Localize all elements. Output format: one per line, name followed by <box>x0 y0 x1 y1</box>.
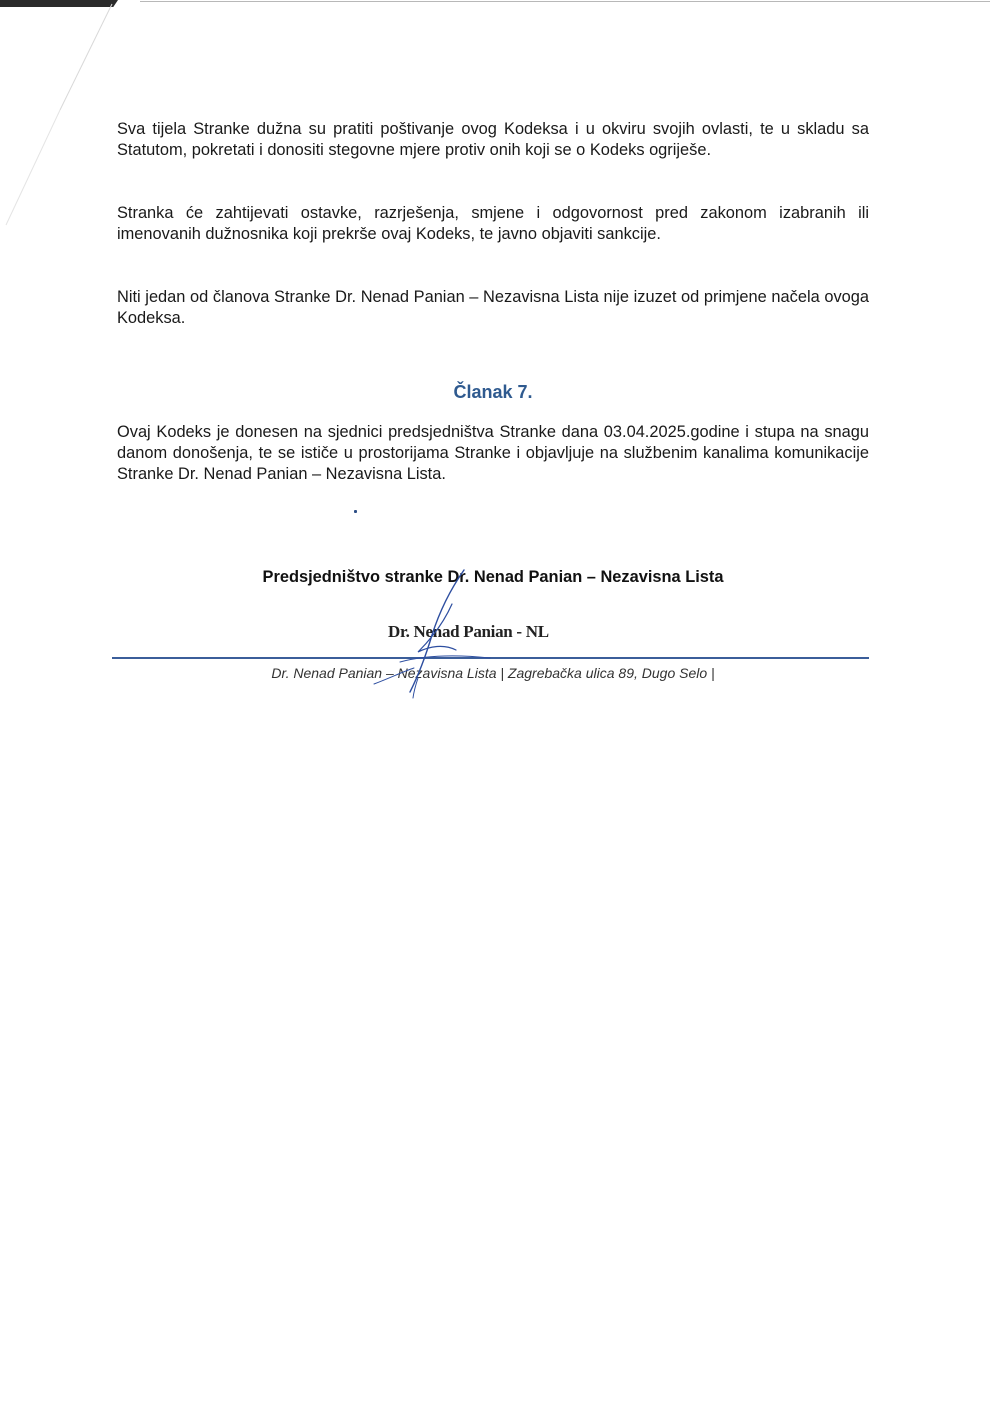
scan-streak <box>0 0 120 230</box>
party-logo-text: Dr. Nenad Panian - NL <box>388 622 549 641</box>
footer-address: Dr. Nenad Panian – Nezavisna Lista | Zagrebačka ulica 89, Dugo Selo | <box>271 665 715 681</box>
presidency-label: Predsjedništvo stranke Dr. Nenad Panian – Nezavisna Lista <box>262 568 724 586</box>
article-7-text: Ovaj Kodeks je donesen na sjednici predsjedništva Stranke dana 03.04.2025.godine i stupa na snagu danom donošenja, te se ističe u prostorijama Stranke i objavljuje na službenim kanalima komunikacije Stranke Dr. Nenad Panian – Nezavisna Lista. <box>117 423 869 483</box>
paragraph-no-exemption: Niti jedan od članova Stranke Dr. Nenad Panian – Nezavisna Lista nije izuzet od primjene načela ovoga Kodeksa. <box>117 288 869 327</box>
article-7-heading: Članak 7. <box>453 382 533 402</box>
paragraph-disciplinary-measures: Sva tijela Stranke dužna su pratiti poštivanje ovog Kodeksa i u okviru svojih ovlasti, te u skladu sa Statutom, pokretati i donositi stegovne mjere protiv onih koji se o Kodeks ogriješe. <box>117 120 869 159</box>
paragraph-resignations: Stranka će zahtijevati ostavke, razrješenja, smjene i odgovornost pred zakonom izabranih ili imenovanih dužnosnika koji prekrše ovaj Kodeks, te javno objaviti sankcije. <box>117 204 869 243</box>
scan-speck <box>354 510 357 513</box>
footer-divider <box>112 657 869 659</box>
scan-edge-line <box>140 1 990 2</box>
